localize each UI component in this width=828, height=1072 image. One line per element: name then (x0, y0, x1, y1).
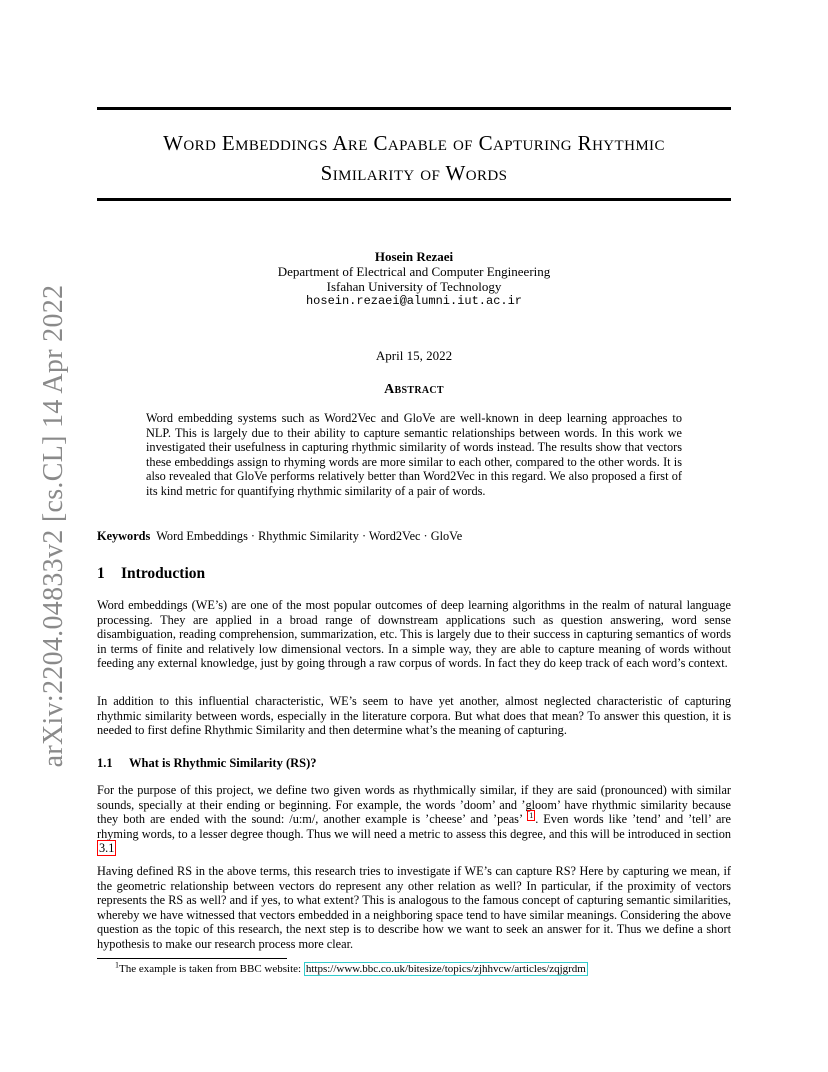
abstract-heading: Abstract (384, 382, 444, 397)
section-reference-link[interactable]: 3.1 (99, 841, 115, 855)
title-line-2: Similarity of Words (320, 161, 508, 185)
paper-date: April 15, 2022 (375, 348, 453, 363)
rs-paragraph-1 (97, 783, 731, 856)
intro-paragraph-1: Word embeddings (WE’s) are one of the most popular outcomes of deep learning algorithms in the realm of natural language processing. They are applied in a broad range of downstream applications such as question answering, word sense disambiguation, reading comprehension, summarization, etc. This is largely due to their success in capturing semantics of words in terms of finite and relatively low dimensional vectors. In a simple way, they are able to capture meaning of words without feeding any external knowledge, just by going through a raw corpus of words. In fact they do keep track of each word’s context. (97, 598, 731, 670)
author-name: Hosein Rezaei (374, 249, 454, 264)
paper-title (97, 128, 731, 188)
rs-paragraph-2: Having defined RS in the above terms, this research tries to investigate if WE’s can capture RS? Here by capturing we mean, if the geometric relationship between vectors do represent any other relation as well? In particular, if the proximity of vectors represents the RS as well? and if yes, to what extent? This is analogous to the famous concept of capturing semantic similarities, whereby we have witnessed that vectors embedded in a neighboring space tend to have similar meanings. Considering the above question as the topic of this research, the next step is to describe how we want to seek an answer for it. Thus we define a short hypothesis to make our research process more clear. (97, 864, 731, 951)
rs-paragraph-1-text-b: . Even words like ’tend’ and ’tell’ are rhyming words, to a lesser degree though. Thus we will need a metric to assess this degree, and this will be introduced in section (97, 812, 731, 841)
arxiv-identifier-stamp: arXiv:2204.04833v2 [cs.CL] 14 Apr 2022 (38, 284, 69, 768)
footnote-url-link[interactable]: https://www.bbc.co.uk/bitesize/topics/zjhhvcw/articles/zqjgrdm (305, 963, 586, 975)
title-line-1: Word Embeddings Are Capable of Capturing Rhythmic (163, 131, 665, 155)
author-university: Isfahan University of Technology (326, 279, 502, 294)
footnote-separator (97, 958, 287, 959)
section-number: 1 (97, 565, 105, 582)
section-title: Introduction (121, 565, 206, 582)
rs-paragraph-1-text-a: For the purpose of this project, we define two given words as rhythmically similar, if they are said (pronounced) with similar sounds, specially at their ending or beginning. For example, the words ’doom’ and ’gloom’ have rhythmic similarity because they both are ended with the sound: /u:m/, another example is ’cheese’ and ’peas’ (97, 783, 731, 826)
title-bottom-rule (97, 198, 731, 201)
section-heading-introduction (97, 565, 205, 583)
intro-paragraph-2: In addition to this influential characteristic, WE’s seem to have yet another, almost neglected characteristic of capturing rhythmic similarity between words, especially in the literature corpora. But what does that mean? To answer this question, it is needed to first define Rhythmic Similarity and then determine what’s the meaning of capturing. (97, 694, 731, 737)
keywords-text: Word Embeddings · Rhythmic Similarity · Word2Vec · GloVe (156, 529, 463, 543)
author-email[interactable]: hosein.rezaei@alumni.iut.ac.ir (305, 294, 523, 308)
author-department: Department of Electrical and Computer Engineering (277, 264, 551, 279)
footnote-marker: 1 (115, 960, 119, 970)
footnote (115, 962, 588, 976)
keywords-label: Keywords (97, 529, 151, 543)
footnote-reference-link[interactable]: 1 (529, 810, 534, 820)
title-top-rule (97, 107, 731, 110)
subsection-title: What is Rhythmic Similarity (RS)? (129, 756, 317, 770)
abstract-text: Word embedding systems such as Word2Vec and GloVe are well-known in deep learning approaches to NLP. This is largely due to their ability to capture semantic relationships between words. In this work we investigated their usefulness in capturing rhythmic similarity of words instead. The results show that vectors these embeddings assign to rhyming words are more similar to each other, compared to the other words. It is also revealed that GloVe performs relatively better than Word2Vec in this regard. We also proposed a first of its kind metric for quantifying rhythmic similarity of a pair of words. (146, 411, 682, 498)
keywords-line (97, 529, 462, 544)
footnote-text: The example is taken from BBC website: (119, 963, 304, 975)
subsection-number: 1.1 (97, 756, 113, 770)
subsection-heading-rhythmic-similarity (97, 756, 317, 771)
